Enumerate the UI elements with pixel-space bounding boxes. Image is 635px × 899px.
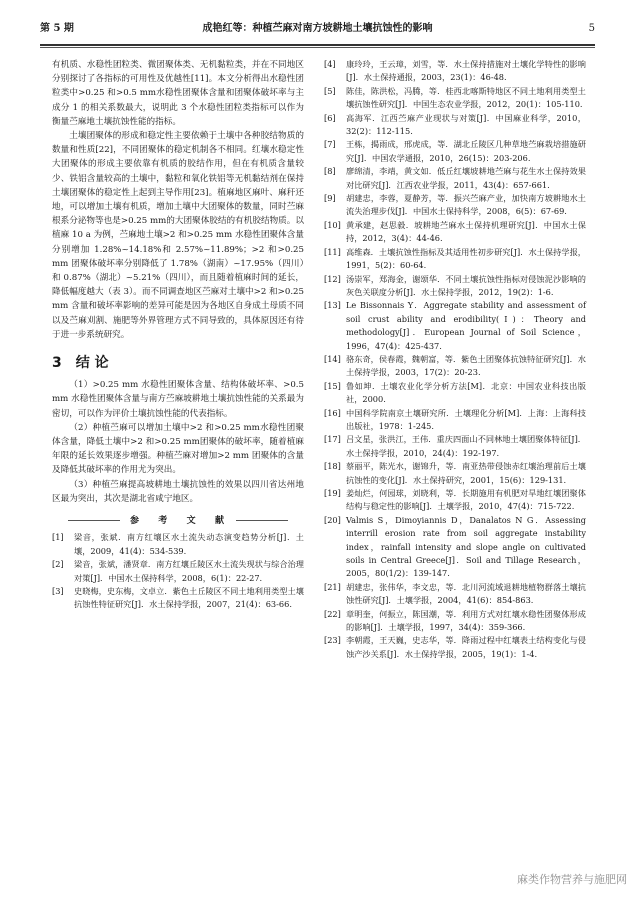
reference-item xyxy=(52,585,304,612)
reference-number: [7] xyxy=(324,139,336,150)
references-heading: 参 考 文 献 xyxy=(52,514,304,528)
reference-item xyxy=(324,273,586,300)
reference-text: 王栋，揭雨成，邢虎成，等．湖北丘陵区几种草地苎麻栽培措施研究[J]．中国农学通报，2010，26(15)：203-206. xyxy=(346,139,586,163)
reference-item xyxy=(324,85,586,112)
reference-number: [23] xyxy=(324,635,341,646)
reference-item xyxy=(324,165,586,192)
running-title: 成艳红等：种植苎麻对南方坡耕地土壤抗蚀性的影响 xyxy=(202,23,433,34)
reference-item xyxy=(324,407,586,434)
reference-item xyxy=(324,460,586,487)
reference-text: 史晓梅，史东梅，文卓立．紫色土丘陵区不同土地利用类型土壤抗蚀性特征研究[J]．水土保持学报，2007，21(4)：63-66. xyxy=(74,585,304,610)
reference-number: [22] xyxy=(324,608,341,619)
reference-text: 廖绵清，李靖，黄文如．低丘红壤坡耕地苎麻与花生水土保持效果对比研究[J]．江西农业学报，2011，43(4)：657-661. xyxy=(346,166,586,190)
reference-number: [3] xyxy=(52,585,64,596)
reference-text: 胡建忠，张伟华，李文忠，等．北川河流域退耕地植物群落土壤抗蚀性研究[J]．土壤学报，2004，41(6)：854-863. xyxy=(346,581,586,606)
reference-item xyxy=(324,433,586,460)
conclusion-item: （1）>0.25 mm 水稳性团聚体含量、结构体破坏率、>0.5 mm 水稳性团聚体含量与南方苎麻坡耕地土壤抗蚀性能的关系最为密切，可以作为评价土壤抗蚀性能的代表指标。 xyxy=(52,380,304,419)
reference-text: Valmis S，Dimoyiannis D，Danalatos N G．Assessing interrill erosion rate from soil aggregate instability index，rainfall intensity and slope angle on cultivated soils in Central Greece[J]．Soil and Tillage Research，2005，80(1/2)：139-147. xyxy=(346,514,586,579)
conclusion-item: （2）种植苎麻可以增加土壤中>2 和>0.25 mm水稳性团聚体含量，降低土壤中>2 和>0.25 mm团聚体的破坏率，随着植麻年限的延长效果逐步增强。种植苎麻对增加>2 mm 团聚体的含量及降低其破坏率的作用尤为突出。 xyxy=(52,422,304,476)
right-column xyxy=(324,58,586,661)
reference-item xyxy=(324,246,586,273)
reference-text: 胡建忠，李蓉，夏静芳，等．振兴苎麻产业，加快南方坡耕地水土流失治理步伐[J]．中国水土保持科学，2008，6(5)：67-69. xyxy=(346,193,586,217)
reference-text: 汤崇军，郑海金，谢颂华．不同土壤抗蚀性指标对侵蚀泥沙影响的灰色关联度分析[J]．水土保持学报，2012，19(2)：1-6. xyxy=(346,273,586,297)
reference-number: [14] xyxy=(324,353,341,364)
reference-text: 高海军．江西苎麻产业现状与对策[J]．中国麻业科学，2010，32(2)：112-115. xyxy=(346,112,586,137)
reference-text: 中国科学院南京土壤研究所．土壤理化分析[M]．上海：上海科技出版社，1978：1-245. xyxy=(346,407,586,431)
reference-number: [21] xyxy=(324,581,341,592)
reference-number: [13] xyxy=(324,300,341,311)
reference-text: 梁音，张斌．南方红壤区水土流失动态演变趋势分析[J]．土壤，2009，41(4)：534-539. xyxy=(74,532,304,556)
reference-text: 鲁如坤．土壤农业化学分析方法[M]．北京：中国农业科技出版社，2000. xyxy=(346,380,586,405)
reference-number: [10] xyxy=(324,219,341,230)
reference-text: Le Bissonnais Y．Aggregate stability and assessment of soil crust ability and erodibility(Ⅰ)：Theory and methodology[J]．European Journal of Soil Science，1996，47(4)：425-437. xyxy=(346,300,586,351)
reference-item xyxy=(324,219,586,246)
reference-text: 黄承建，赵思毅．坡耕地苎麻水土保持机理研究[J]．中国水土保持，2012，3(4)：44-46. xyxy=(346,219,586,244)
running-header xyxy=(40,20,595,38)
reference-text: 骆东奇，侯春霞，魏朝富，等．紫色土团聚体抗蚀特征研究[J]．水土保持学报，2003，17(2)：20-23. xyxy=(346,353,586,378)
reference-text: 姜灿烂，何园球，刘晓利，等．长期施用有机肥对旱地红壤团聚体结构与稳定性的影响[J]．土壤学报，2010，47(4)：715-722. xyxy=(346,488,586,512)
reference-text: 康玲玲，王云璋，刘雪，等．水土保持措施对土壤化学特性的影响[J]．水土保持通报，2003，23(1)：46-48. xyxy=(346,59,586,83)
page-number: 5 xyxy=(588,23,595,34)
reference-item xyxy=(324,581,586,608)
reference-number: [20] xyxy=(324,514,341,525)
reference-number: [11] xyxy=(324,246,341,257)
reference-item xyxy=(324,112,586,139)
site-watermark: 麻类作物营养与施肥网 xyxy=(517,873,627,886)
section-number: 3 xyxy=(52,355,62,372)
reference-item xyxy=(324,353,586,380)
reference-text: 梁音，张斌，潘贤章．南方红壤丘陵区水土流失现状与综合治理对策[J]．中国水土保持科学，2008，6(1)：22-27. xyxy=(74,559,304,583)
section-heading xyxy=(52,356,304,370)
reference-item xyxy=(324,299,586,353)
reference-item xyxy=(324,192,586,219)
body-paragraph: 有机质、水稳性团粒类、微团聚体类、无机黏粒类，并在不同地区分别探讨了各指标的可用性及优越性[11]。本文分析得出水稳性团粒类中>0.25 和>0.5 mm水稳性团聚体含量和团聚体破坏率与主成分 1 的相关系数最大，说明此 3 个水稳性团粒类指标可以作为衡量苎麻地土壤抗蚀性能的指标。 xyxy=(52,60,304,127)
issue-label: 第 5 期 xyxy=(40,23,74,34)
reference-number: [9] xyxy=(324,193,336,204)
left-column xyxy=(52,58,304,612)
header-rule-thin xyxy=(40,47,595,48)
reference-item xyxy=(324,138,586,165)
reference-number: [4] xyxy=(324,59,336,69)
reference-number: [5] xyxy=(324,85,336,96)
reference-text: 蔡丽平，陈光水，谢锦升，等．南亚热带侵蚀赤红壤治理前后土壤抗蚀性的变化[J]．水土保持研究，2001，15(6)：129-131. xyxy=(346,461,586,485)
reference-item xyxy=(324,608,586,635)
reference-text: 吕文星，张洪江，王伟．重庆四面山不同林地土壤团聚体特征[J]．水土保持学报，2010，24(4)：192-197. xyxy=(346,434,586,458)
reference-item xyxy=(324,487,586,514)
reference-number: [16] xyxy=(324,407,341,418)
reference-item xyxy=(52,558,304,585)
reference-item xyxy=(324,634,586,661)
reference-text: 陈佳，陈洪松，冯腾，等．桂西北喀斯特地区不同土地利用类型土壤抗蚀性研究[J]．中国生态农业学报，2012，20(1)：105-110. xyxy=(346,85,586,110)
reference-number: [2] xyxy=(52,559,64,570)
reference-item xyxy=(324,380,586,407)
reference-number: [18] xyxy=(324,461,341,472)
section-title: 结 论 xyxy=(75,355,109,372)
reference-number: [6] xyxy=(324,112,336,123)
reference-number: [15] xyxy=(324,380,341,391)
conclusion-item: （3）种植苎麻提高坡耕地土壤抗蚀性的效果以四川省达州地区最为突出，其次是湖北省咸宁地区。 xyxy=(52,479,304,504)
reference-item xyxy=(52,531,304,558)
reference-number: [1] xyxy=(52,532,64,543)
reference-item xyxy=(324,58,586,85)
reference-number: [19] xyxy=(324,488,341,498)
reference-item xyxy=(324,514,586,581)
reference-number: [8] xyxy=(324,166,336,177)
header-rule xyxy=(40,44,595,46)
reference-text: 李朝霞，王天巍，史志华，等．降雨过程中红壤表土结构变化与侵蚀产沙关系[J]．水土保持学报，2005，19(1)：1-4. xyxy=(346,635,586,659)
reference-number: [17] xyxy=(324,434,341,445)
reference-text: 高维森．土壤抗蚀性指标及其适用性初步研究[J]．水土保持学报，1991，5(2)：60-64. xyxy=(346,246,586,271)
body-paragraph: 土壤团聚体的形成和稳定性主要依赖于土壤中各种胶结物质的数量和性质[22]，不同团聚体的稳定机制各不相同。红壤水稳定性大团聚体的形成主要依靠有机质的胶结作用，但在有机质含量较少、铁铝含量较高的土壤中，黏粒和氧化铁铝等无机黏结剂在保持土壤团聚体的稳定性上起到主导作用[23]。植麻地区麻叶、麻秆还地，可以增加土壤有机质，增加土壤中大团聚体的数量，同时苎麻根系分泌物等也是>0.25 mm的大团聚体胶结的有机胶结物质。以植麻 10 a 为例，苎麻地土壤>2 和>0.25 mm 水稳性团聚体含量分别增加 1.28%~14.18%和 2.57%~11.89%；>2 和>0.25 mm 团聚体破坏率分别降低了 1.78%（湖南）~17.95%（四川）和 0.87%（湖北）~5.21%（四川），而且随着植麻时间的延长，降低幅度越大（表 3）。而不同调查地区苎麻对土壤中>2 和>0.25 mm 含量和破坏率影响的差异可能是因为各地区自身成土母质不同以及苎麻刈割、施肥等外界管理方式不同导致的，具体原因还有待于进一步系统研究。 xyxy=(52,131,304,340)
reference-text: 章明奎，何振立，陈国潮，等．利用方式对红壤水稳性团聚体形成的影响[J]．土壤学报，1997，34(4)：359-366. xyxy=(346,608,586,633)
reference-number: [12] xyxy=(324,273,341,284)
